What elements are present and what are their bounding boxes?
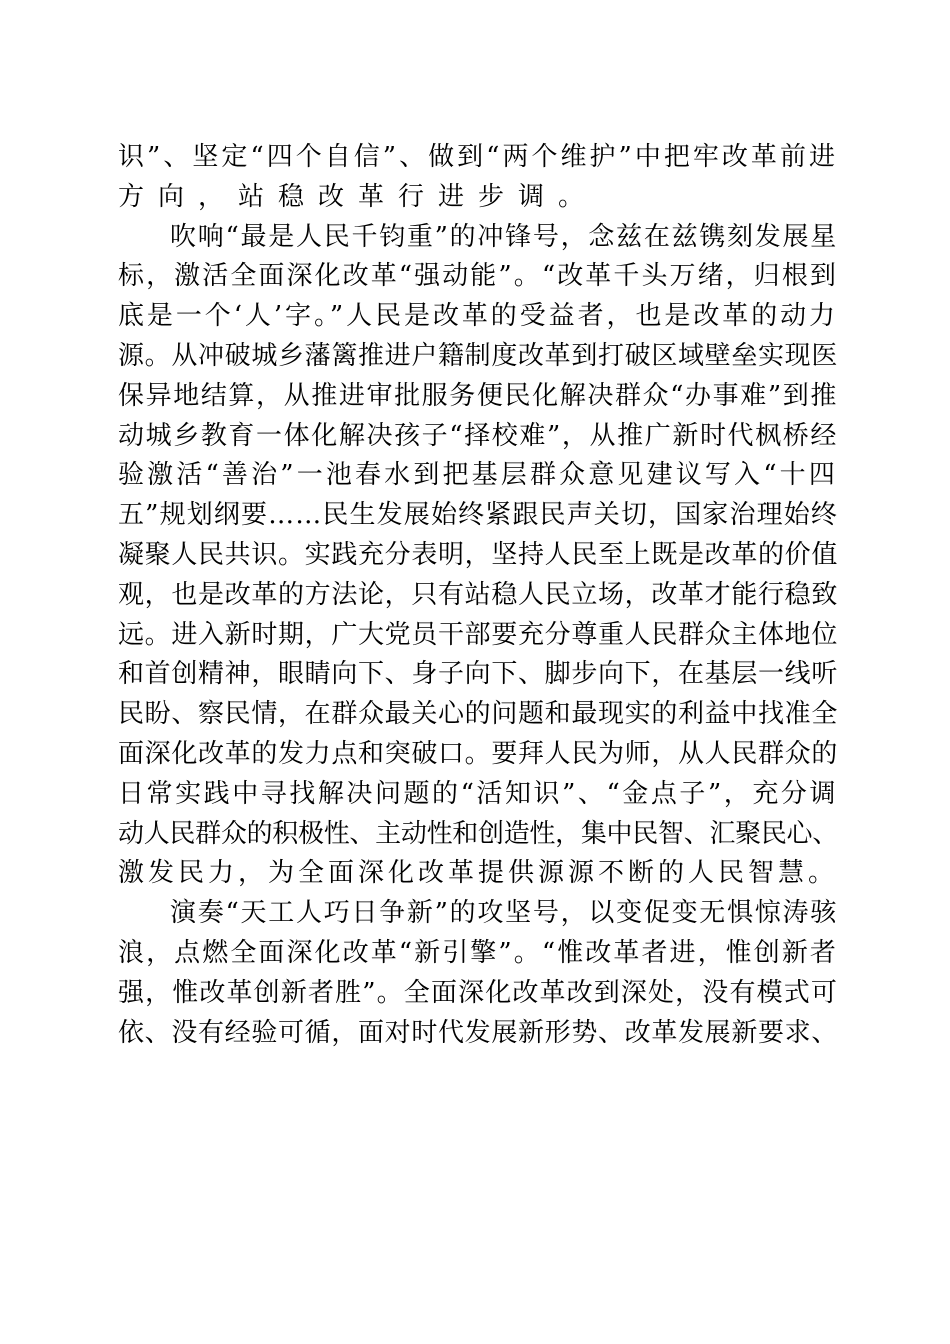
text-line: 和首创精神，眼睛向下、身子向下、脚步向下，在基层一线听: [118, 659, 838, 690]
text-line: 浪，点燃全面深化改革“新引擎”。“惟改革者进，惟创新者: [118, 937, 838, 968]
text-line: 依、没有经验可循，面对时代发展新形势、改革发展新要求、: [118, 1017, 838, 1048]
text-line: 标，激活全面深化改革“强动能”。“改革千头万绪，归根到: [118, 261, 838, 292]
text-line: 五”规划纲要……民生发展始终紧跟民声关切，国家治理始终: [118, 500, 838, 531]
text-line: 源。从冲破城乡藩篱推进户籍制度改革到打破区域壁垒实现医: [118, 340, 838, 371]
text-line: 观，也是改革的方法论，只有站稳人民立场，改革才能行稳致: [118, 579, 838, 610]
text-line: 动人民群众的积极性、主动性和创造性，集中民智、汇聚民心、: [118, 818, 838, 849]
text-line: 保异地结算，从推进审批服务便民化解决群众“办事难”到推: [118, 380, 838, 411]
text-line: 方向，站稳改革行进步调。: [118, 181, 598, 212]
text-line: 底是一个‘人’字。”人民是改革的受益者，也是改革的动力: [118, 301, 838, 332]
text-line: 远。进入新时期，广大党员干部要充分尊重人民群众主体地位: [118, 619, 838, 650]
paragraph-start-line: 吹响“最是人民千钧重”的冲锋号，念兹在兹镌刻发展星: [170, 221, 838, 252]
text-line: 凝聚人民共识。实践充分表明，坚持人民至上既是改革的价值: [118, 539, 838, 570]
text-line: 激发民力，为全面深化改革提供源源不断的人民智慧。: [118, 858, 838, 889]
text-line: 验激活“善治”一池春水到把基层群众意见建议写入“十四: [118, 460, 838, 491]
text-line: 识”、坚定“四个自信”、做到“两个维护”中把牢改革前进: [118, 142, 838, 172]
text-line: 强，惟改革创新者胜”。全面深化改革改到深处，没有模式可: [118, 977, 838, 1008]
text-line: 动城乡教育一体化解决孩子“择校难”，从推广新时代枫桥经: [118, 420, 838, 451]
body-text: [118, 138, 838, 1053]
paragraph-start-line: 演奏“天工人巧日争新”的攻坚号，以变促变无惧惊涛骇: [170, 898, 838, 929]
text-line: 面深化改革的发力点和突破口。要拜人民为师，从人民群众的: [118, 738, 838, 769]
text-line: 日常实践中寻找解决问题的“活知识”、“金点子”，充分调: [118, 778, 838, 809]
text-line: 民盼、察民情，在群众最关心的问题和最现实的利益中找准全: [118, 699, 838, 730]
